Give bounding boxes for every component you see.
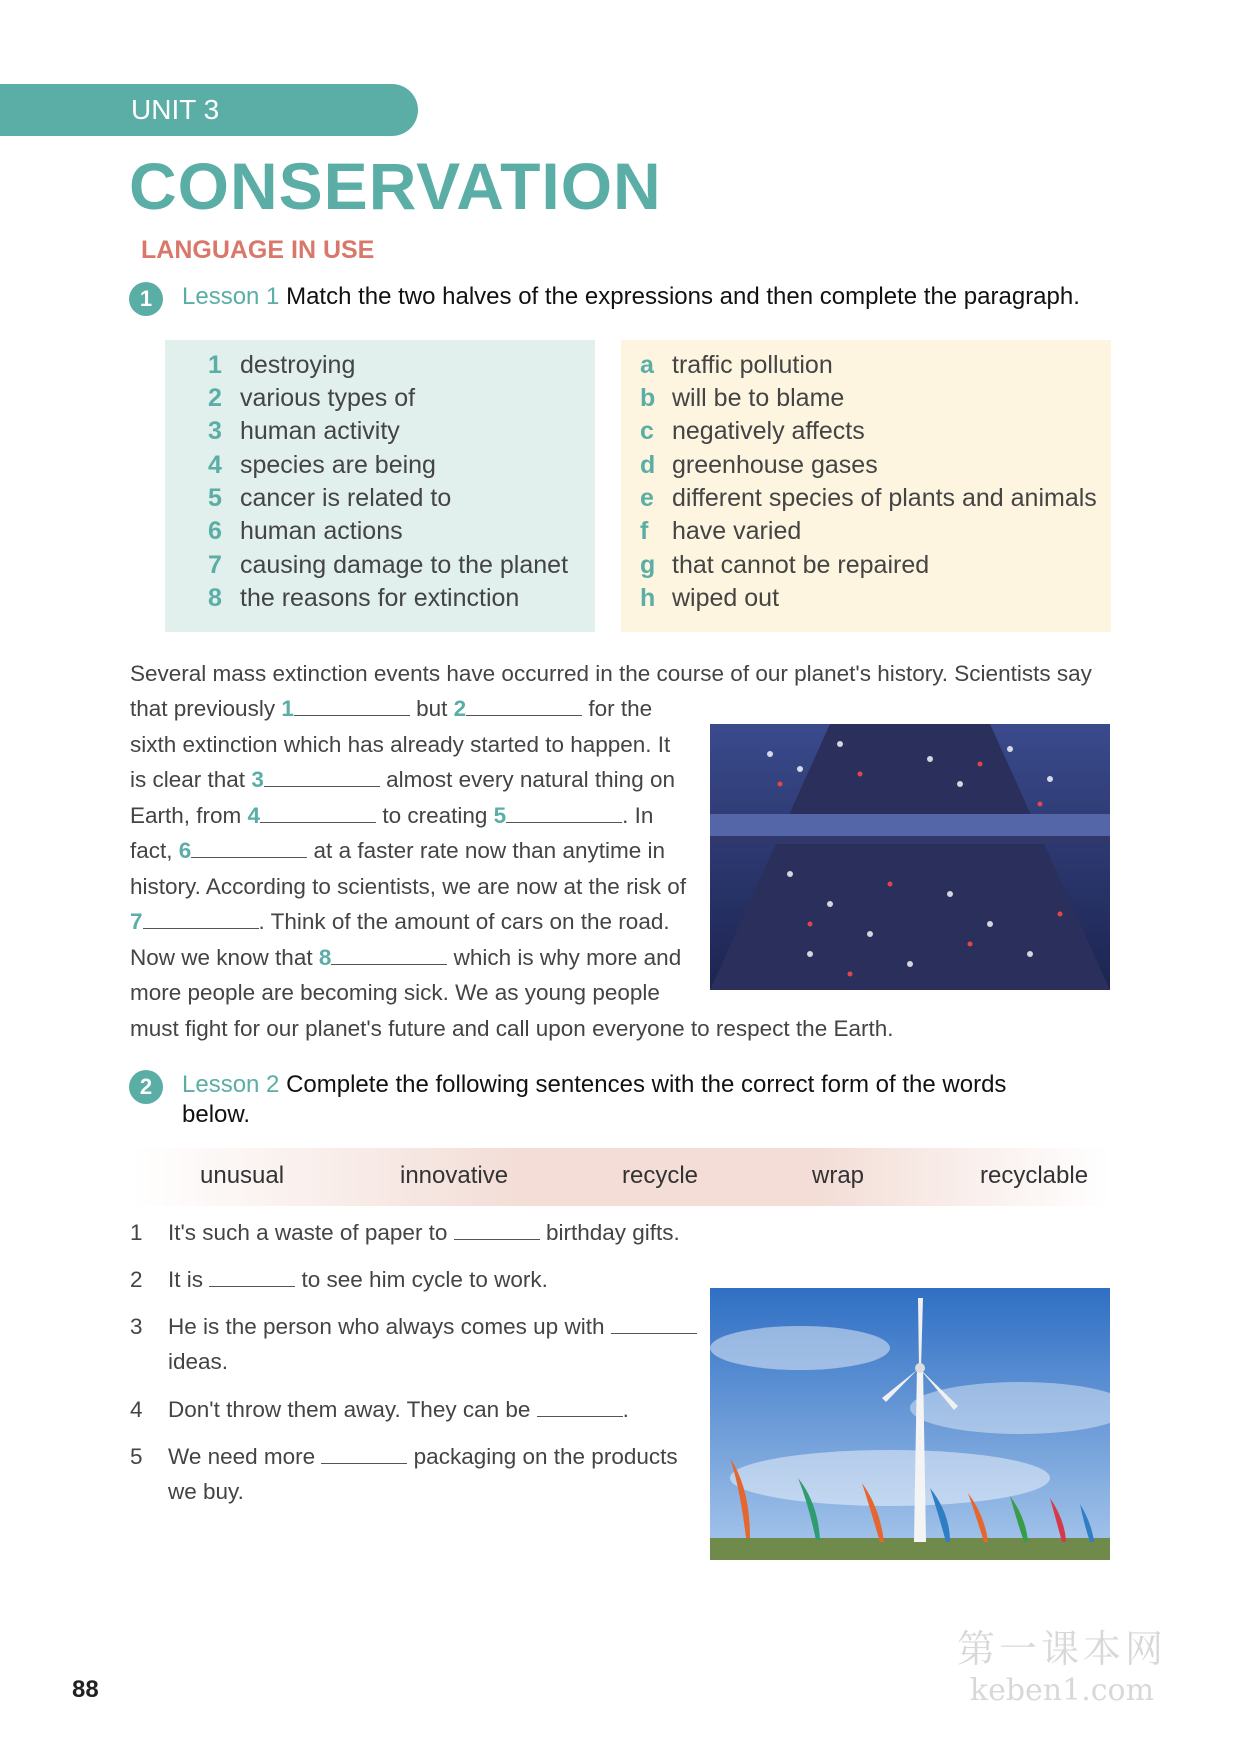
- paragraph-line: that previously 1 but 2 for the: [130, 691, 652, 727]
- item-text: greenhouse gases: [672, 451, 878, 479]
- item-text: traffic pollution: [672, 351, 833, 379]
- paragraph-line: Now we know that 8 which is why more and: [130, 940, 681, 976]
- item-key: g: [640, 551, 656, 579]
- word-bank-item: innovative: [400, 1162, 509, 1189]
- exercise-number-2: 2: [129, 1070, 163, 1104]
- item-text: that cannot be repaired: [672, 551, 930, 579]
- word-bank: [130, 1148, 1110, 1206]
- paragraph-line: more people are becoming sick. We as young people: [130, 980, 660, 1005]
- item-text: destroying: [240, 351, 356, 379]
- item-text: human activity: [240, 417, 400, 445]
- lesson2-text-line1: Complete the following sentences with the correct form of the words: [286, 1071, 1007, 1098]
- answer-blank[interactable]: [506, 800, 622, 823]
- sentence-item: 2 It is to see him cycle to work.: [130, 1267, 548, 1292]
- blank-number: 5: [493, 803, 507, 828]
- item-key: 3: [208, 417, 222, 445]
- lesson1-label: Lesson 1: [182, 283, 280, 310]
- answer-blank[interactable]: [209, 1266, 295, 1287]
- answer-blank[interactable]: [294, 693, 410, 716]
- item-text: wiped out: [672, 584, 780, 612]
- right-item: [640, 451, 878, 480]
- item-text: cancer is related to: [240, 484, 452, 512]
- item-text: the reasons for extinction: [240, 584, 520, 612]
- answer-blank[interactable]: [260, 800, 376, 823]
- item-key: c: [640, 417, 654, 445]
- left-item: [208, 517, 403, 546]
- item-key: 4: [208, 451, 222, 479]
- item-key: h: [640, 584, 656, 612]
- sentence-continuation: we buy.: [168, 1479, 244, 1504]
- item-key: 2: [208, 384, 222, 412]
- answer-blank[interactable]: [537, 1396, 623, 1417]
- right-item: [640, 417, 865, 446]
- watermark-cn: 第一课本网: [956, 1627, 1167, 1671]
- item-text: causing damage to the planet: [240, 551, 569, 579]
- blank-number: 7: [130, 909, 143, 934]
- word-bank-item: recycle: [622, 1162, 699, 1189]
- paragraph-line: 7 . Think of the amount of cars on the road.: [130, 904, 670, 940]
- lesson2-label: Lesson 2: [182, 1071, 280, 1098]
- exercise-number-1: 1: [129, 282, 163, 316]
- answer-blank[interactable]: [331, 942, 447, 965]
- item-text: species are being: [240, 451, 436, 479]
- paragraph-line: is clear that 3 almost every natural thing on: [130, 762, 675, 798]
- item-key: a: [640, 351, 654, 379]
- lesson1-text: Match the two halves of the expressions and then complete the paragraph.: [286, 283, 1080, 310]
- right-item: [640, 484, 1097, 513]
- left-item: [208, 384, 415, 413]
- right-item: [640, 351, 833, 380]
- sentence-item: 3 He is the person who always comes up with: [130, 1313, 697, 1340]
- item-text: human actions: [240, 517, 403, 545]
- paragraph-line: fact, 6 at a faster rate now than anytime in: [130, 833, 665, 869]
- word-bank-item: unusual: [200, 1162, 285, 1189]
- word-bank-item: recyclable: [980, 1162, 1089, 1189]
- blank-number: 6: [178, 838, 192, 863]
- item-key: e: [640, 484, 654, 512]
- item-text: different species of plants and animals: [672, 484, 1097, 512]
- section-label: LANGUAGE IN USE: [141, 236, 375, 264]
- left-item: [208, 417, 400, 446]
- answer-blank[interactable]: [264, 764, 380, 787]
- item-key: 6: [208, 517, 222, 545]
- item-key: 8: [208, 584, 222, 612]
- lesson2-instruction: [182, 1070, 1006, 1130]
- item-key: b: [640, 384, 656, 412]
- sentence-item: 5 We need more packaging on the products: [130, 1444, 678, 1469]
- unit-label: UNIT 3: [131, 94, 220, 125]
- item-text: will be to blame: [672, 384, 845, 412]
- left-item: [208, 484, 451, 513]
- paragraph-line: sixth extinction which has already started to happen. It: [130, 732, 671, 757]
- answer-blank[interactable]: [191, 835, 307, 858]
- item-text: negatively affects: [672, 417, 865, 445]
- sentence-item: 4 Don't throw them away. They can be .: [130, 1397, 629, 1422]
- left-item: [208, 351, 355, 380]
- lesson1-instruction: [182, 282, 1080, 312]
- item-key: 1: [208, 351, 222, 379]
- paragraph-line: Earth, from 4 to creating 5 . In: [130, 798, 653, 834]
- blank-number: 2: [453, 696, 467, 721]
- blank-number: 8: [318, 945, 332, 970]
- answer-blank[interactable]: [143, 906, 259, 929]
- watermark-en: keben1.com: [969, 1673, 1155, 1708]
- page-number: 88: [72, 1676, 99, 1703]
- blank-number: 4: [247, 803, 261, 828]
- left-item: [208, 451, 436, 480]
- answer-blank[interactable]: [611, 1313, 697, 1334]
- watermark: [957, 1618, 1167, 1708]
- right-item: [640, 584, 779, 613]
- unit-tab: [0, 84, 418, 136]
- left-item: [208, 584, 519, 613]
- paragraph-line: must fight for our planet's future and call upon everyone to respect the Earth.: [130, 1016, 894, 1041]
- item-key: 7: [208, 551, 222, 579]
- sentence-item: 1 It's such a waste of paper to birthday gifts.: [130, 1220, 680, 1245]
- right-item: [640, 384, 844, 413]
- answer-blank[interactable]: [466, 693, 582, 716]
- item-key: 5: [208, 484, 222, 512]
- right-item: [640, 517, 801, 546]
- item-text: have varied: [672, 517, 802, 545]
- traffic-photo: [710, 724, 1110, 990]
- item-key: f: [640, 517, 649, 545]
- paragraph-line: Several mass extinction events have occurred in the course of our planet's history. Scientists say: [130, 661, 1092, 686]
- right-item: [640, 551, 929, 580]
- item-text: various types of: [240, 384, 416, 412]
- blank-number: 1: [281, 696, 294, 721]
- paragraph-line: history. According to scientists, we are now at the risk of: [130, 874, 687, 899]
- item-key: d: [640, 451, 656, 479]
- sentence-continuation: ideas.: [168, 1349, 229, 1374]
- lesson2-text-line2: below.: [182, 1101, 251, 1128]
- word-bank-item: wrap: [812, 1162, 865, 1189]
- answer-blank[interactable]: [321, 1443, 407, 1464]
- wind-turbine-photo: [710, 1288, 1110, 1560]
- page-title: CONSERVATION: [129, 149, 662, 223]
- blank-number: 3: [251, 767, 264, 792]
- answer-blank[interactable]: [454, 1219, 540, 1240]
- left-item: [208, 551, 568, 580]
